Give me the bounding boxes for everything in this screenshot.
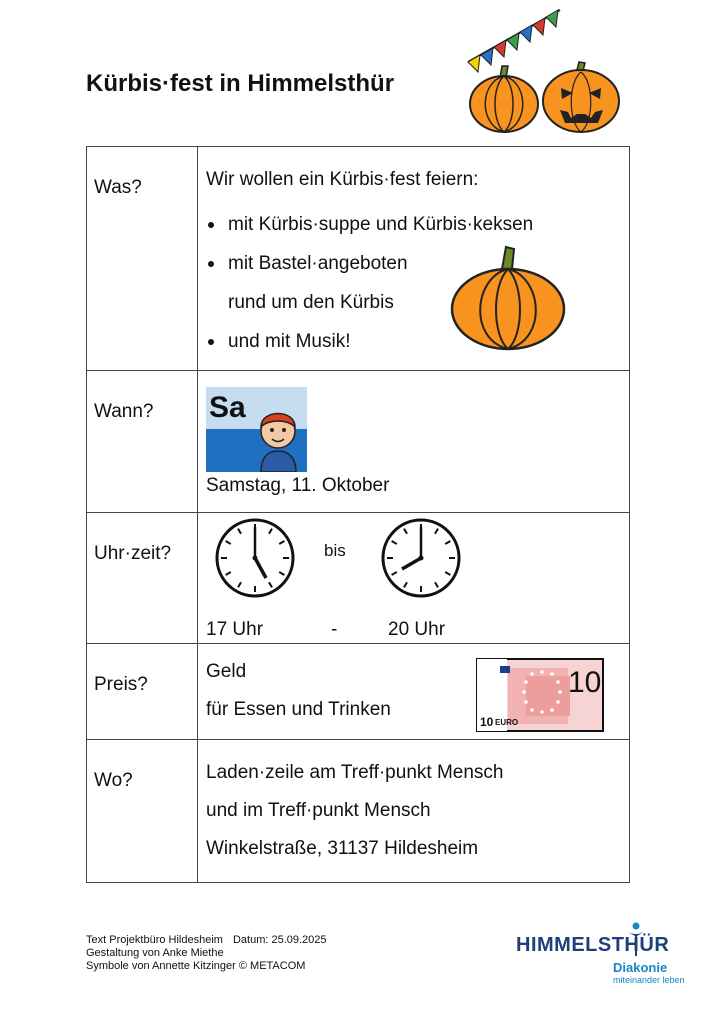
pumpkin-icon (470, 66, 538, 132)
preis-line-2: für Essen und Trinken (206, 699, 391, 720)
content-wo (198, 740, 630, 883)
content-uhrzeit (198, 513, 630, 644)
himmelsthuer-logo (516, 922, 686, 992)
preis-line-1: Geld (206, 661, 247, 682)
list-item: mit Kürbis·suppe und Kürbis·keksen (206, 205, 621, 244)
logo-brand: Diakonie (613, 960, 668, 975)
bunting-flag (533, 18, 545, 35)
was-intro: Wir wollen ein Kürbis·fest feiern: (206, 169, 479, 190)
row-wo (87, 740, 630, 883)
content-was (198, 147, 630, 371)
footer-line-3: Symbole von Annette Kitzinger © METACOM (86, 960, 306, 972)
footer-line-1: Text Projektbüro Hildesheim Datum: 25.09.2025 (86, 934, 327, 946)
label-wo: Wo? (87, 740, 198, 883)
clock-20-icon (380, 517, 462, 599)
logo-tagline: miteinander leben (613, 975, 685, 985)
info-table (86, 146, 630, 883)
bullet-dot (208, 261, 214, 267)
note-value: 10 (568, 666, 602, 699)
content-preis (198, 644, 630, 740)
time-end: 20 Uhr (388, 619, 446, 640)
pumpkins-bunting-illustration (464, 0, 634, 140)
content-wann (198, 371, 630, 513)
jack-o-lantern-icon (543, 62, 619, 132)
day-abbrev: Sa (209, 391, 246, 424)
note-currency: EURO (495, 718, 519, 727)
footer-line-2: Gestaltung von Anke Miethe (86, 947, 224, 959)
note-value-small: 10 (480, 715, 494, 729)
row-uhrzeit (87, 513, 630, 644)
row-preis (87, 644, 630, 740)
event-date: Samstag, 11. Oktober (206, 475, 390, 496)
row-wann (87, 371, 630, 513)
pumpkin-icon (448, 245, 568, 351)
row-was (87, 147, 630, 371)
page-title: Kürbis·fest in Himmelsthür (86, 70, 395, 97)
bunting-flag (520, 25, 532, 42)
label-was: Was? (87, 147, 198, 371)
logo-wordmark: HIMMELSTHÜR (516, 934, 670, 956)
time-start: 17 Uhr (206, 619, 264, 640)
wo-line-3: Winkelstraße, 31137 Hildesheim (206, 838, 479, 859)
wo-line-1: Laden·zeile am Treff·punkt Mensch (206, 762, 504, 783)
list-item-continuation: rund um den Kürbis (228, 292, 394, 313)
time-dash: - (331, 619, 338, 640)
footer-date: Datum: 25.09.2025 (232, 934, 327, 946)
euro-banknote-icon (476, 658, 604, 732)
bullet-dot (208, 339, 214, 345)
list-item: mit Bastel·angeboten (206, 244, 621, 283)
bunting-flag (494, 40, 506, 57)
footer-credits (86, 934, 327, 973)
label-uhrzeit: Uhr·zeit? (87, 513, 198, 644)
clock-17-icon (214, 517, 296, 599)
wo-line-2: und im Treff·punkt Mensch (206, 800, 431, 821)
saturday-symbol-icon (206, 387, 307, 472)
label-wann: Wann? (87, 371, 198, 513)
list-item: und mit Musik! (206, 322, 621, 361)
time-bis: bis (324, 541, 346, 560)
bullet-dot (208, 222, 214, 228)
bunting-flag (546, 10, 558, 27)
label-preis: Preis? (87, 644, 198, 740)
